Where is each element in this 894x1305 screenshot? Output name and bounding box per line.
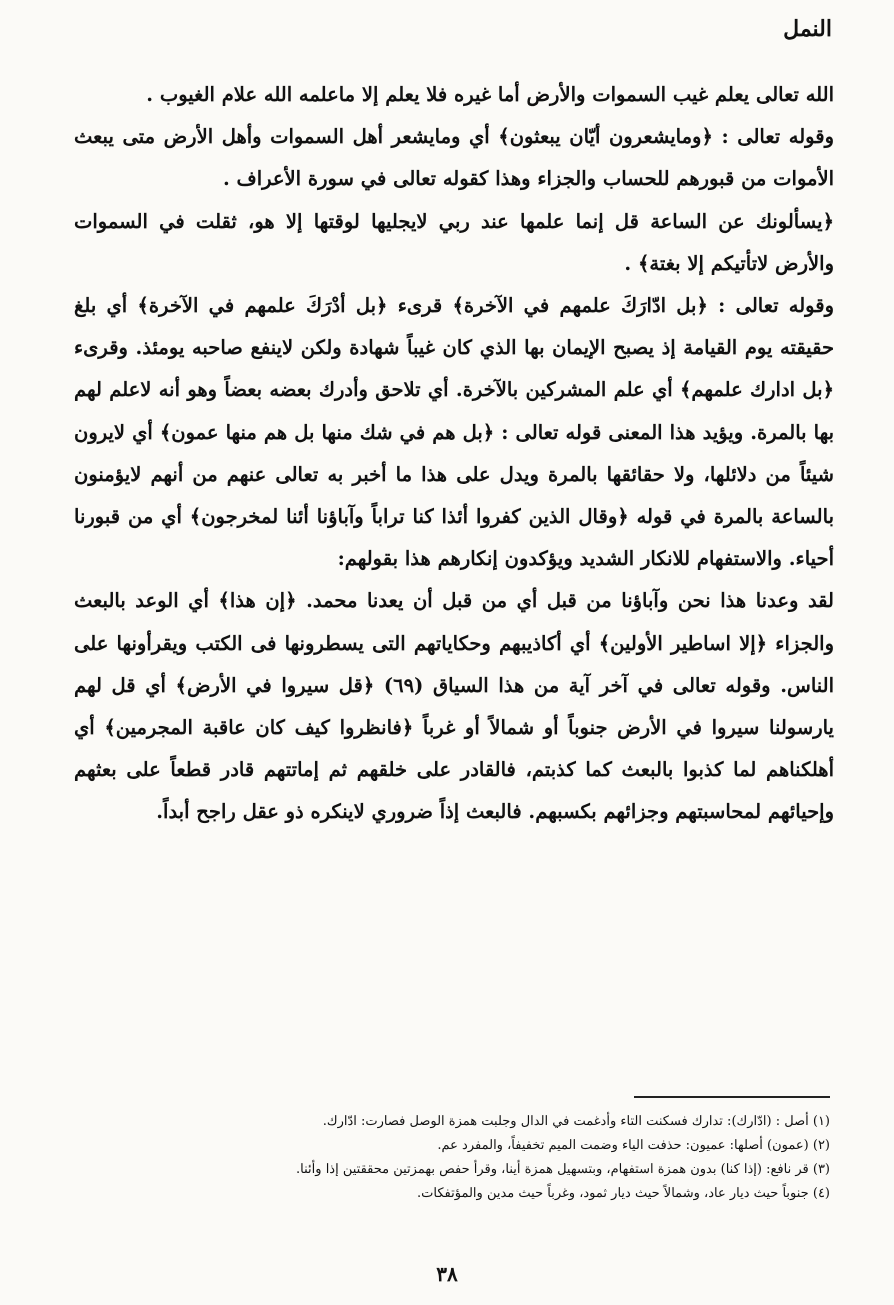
page-number: ٣٨: [436, 1262, 458, 1286]
paragraph: ﴿يسألونك عن الساعة قل إنما علمها عند ربي لايجليها لوقتها إلا هو، ثقلت في السموات والأرض لاتأتيكم إلا بغتة﴾ .: [74, 209, 834, 275]
footnote: (١) أصل : (ادّارك): تدارك فسكنت التاء وأدغمت في الدال وجلبت همزة الوصل فصارت: ادّارك.: [322, 1114, 830, 1129]
paragraph: وقوله تعالى : ﴿ومايشعرون أيّان يبعثون﴾ أي ومايشعر أهل السموات وأهل الأرض متى يبعث الأموات من قبورهم للحساب والجزاء وهذا كقوله تعالى في سورة الأعراف .: [74, 125, 834, 191]
paragraph: وقوله تعالى : ﴿بل ادّارَكَ علمهم في الآخرة﴾ قرىء ﴿بل أدْرَكَ علمهم في الآخرة﴾ أي بلغ حقيقته يوم القيامة إذ يصبح الإيمان بها الذي كان غيباً شهادة ولكن لاينفع صاحبه يومئذ. وقرىء ﴿بل ادارك علمهم﴾ أي علم المشركين بالآخرة. أي تلاحق وأدرك بعضه بعضاً وهو أنه لاعلم لهم بها بالمرة. ويؤيد هذا المعنى قوله تعالى : ﴿بل هم في شك منها بل هم منها عمون﴾ أي لايرون شيئاً من دلائلها، ولا حقائقها بالمرة ويدل على هذا ما أخبر به تعالى عنهم من أنهم لايؤمنون بالساعة بالمرة في قوله ﴿وقال الذين كفروا أئذا كنا تراباً وآباؤنا أئنا لمخرجون﴾ أي من قبورنا أحياء. والاستفهام للانكار الشديد ويؤكدون إنكارهم هذا بقولهم:: [74, 294, 834, 571]
footnote: (٣) قر نافع: (إذا كنا) بدون همزة استفهام، وبتسهيل همزة أينا، وقرأ حفص بهمزتين محققتين إذا وأئنا.: [296, 1162, 830, 1177]
running-head: النمل: [783, 16, 832, 42]
paragraph: الله تعالى يعلم غيب السموات والأرض أما غيره فلا يعلم إلا ماعلمه الله علام الغيوب .: [146, 83, 834, 106]
footnote-divider: [634, 1096, 830, 1098]
footnote: (٤) جنوباً حيث ديار عاد، وشمالاً حيث ديار ثمود، وغرباً حيث مدين والمؤتفكات.: [417, 1186, 830, 1201]
footnotes: [60, 1110, 830, 1206]
footnote: (٢) (عمون) أصلها: عميون: حذفت الياء وضمت الميم تخفيفاً، والمفرد عم.: [437, 1138, 830, 1153]
main-text: [74, 74, 834, 834]
paragraph: لقد وعدنا هذا نحن وآباؤنا من قبل أي من قبل أن يعدنا محمد. ﴿إن هذا﴾ أي الوعد بالبعث والجزاء ﴿إلا اساطير الأولين﴾ أي أكاذيبهم وحكاياتهم التى يسطرونها فى الكتب ويقرأونها على الناس. وقوله تعالى في آخر آية من هذا السياق (٦٩) ﴿قل سيروا في الأرض﴾ أي قل لهم يارسولنا سيروا في الأرض جنوباً أو شمالاً أو غرباً ﴿فانظروا كيف كان عاقبة المجرمين﴾ أي أهلكناهم لما كذبوا بالبعث كما كذبتم، فالقادر على خلقهم ثم إماتتهم قادر قطعاً على بعثهم وإحيائهم لمحاسبتهم وجزائهم بكسبهم. فالبعث إذاً ضروري لاينكره ذو عقل راجح أبداً.: [74, 589, 834, 824]
